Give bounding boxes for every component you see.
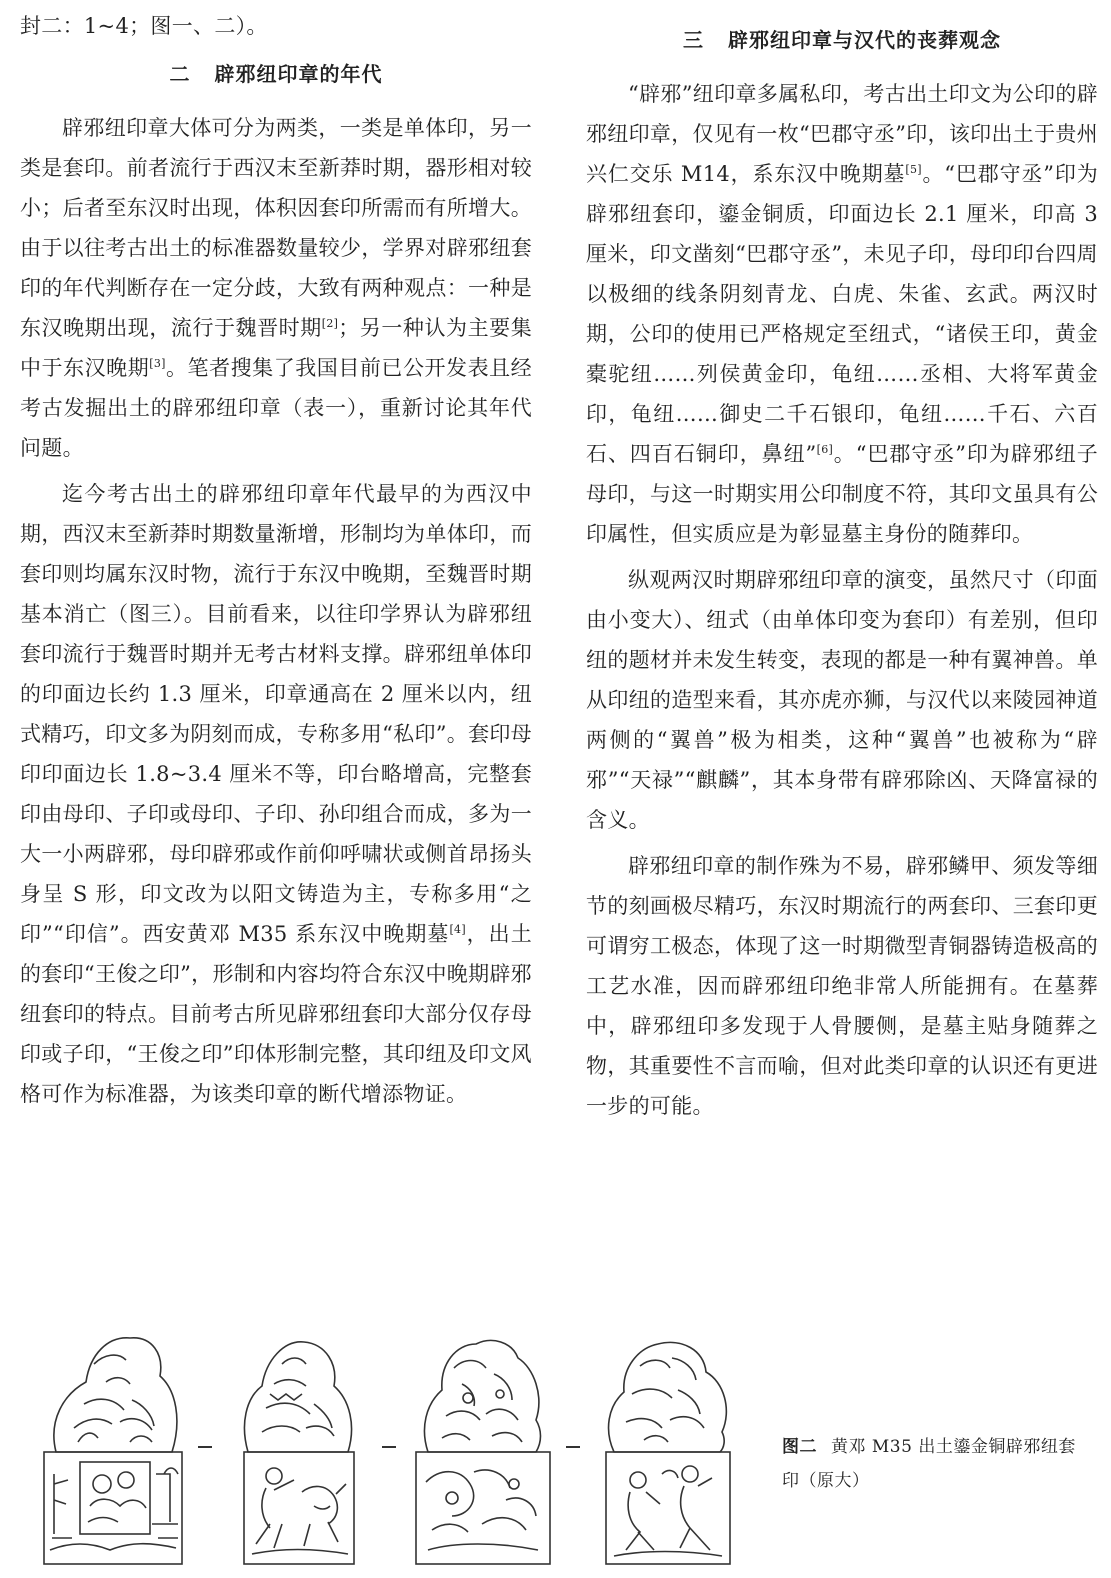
footnote-ref: [5] [905,163,922,176]
section-title: 辟邪纽印章与汉代的丧葬观念 [728,28,1001,52]
seal-drawing-4 [586,1324,744,1572]
continuation-text: 封二：1~4；图一、二）。 [20,14,268,38]
paragraph-text: 。“巴郡守丞”印为辟邪纽子母印，与这一时期实用公印制度不符，其印文虽具有公印属性，但实质应是为彰显墓主身份的随葬印。 [586,442,1098,546]
section-title: 辟邪纽印章的年代 [214,62,383,86]
seal-figure [34,1324,734,1572]
paragraph-text: 。“巴郡守丞”印为辟邪纽套印，鎏金铜质，印面边长 2.1 厘米，印高 3 厘米，印文凿刻“巴郡守丞”，未见子印，母印印台四周以极细的线条阴刻青龙、白虎、朱雀、玄武。两汉时期，公印的使用已严格规定至纽式，“诸侯王印，黄金橐驼纽……列侯黄金印，龟纽……丞相、大将军黄金印，龟纽……御史二千石银印，龟纽……千石、六百石、四百石铜印，鼻纽” [586,162,1099,466]
left-column [20,6,532,1114]
section-number: 三 [683,28,704,52]
section-number: 二 [169,62,191,86]
paragraph-text: 。笔者搜集了我国目前已公开发表且经考古发掘出土的辟邪纽印章（表一），重新讨论其年代问题。 [20,356,532,460]
section-heading-3 [586,20,1098,60]
footnote-ref: [3] [149,357,166,370]
paragraph-text: ，出土的套印“王俊之印”，形制和内容均符合东汉中晚期辟邪纽套印的特点。目前考古所见辟邪纽套印大部分仅存母印或子印，“王俊之印”印体形制完整，其印纽及印文风格可作为标准器，为该类印章的断代增添物证。 [20,922,532,1106]
seal-drawing-2 [218,1324,376,1572]
paragraph [20,474,532,1114]
figure-caption-text: 黄邓 M35 出土鎏金铜辟邪纽套印（原大） [782,1437,1076,1491]
paragraph-text: ；另一种认为主要集中于东汉晚期 [20,316,533,380]
section-heading-2 [20,54,532,94]
figure-caption [782,1430,1092,1498]
seal-drawing-3 [402,1324,560,1572]
paragraph: 辟邪纽印章的制作殊为不易，辟邪鳞甲、须发等细节的刻画极尽精巧，东汉时期流行的两套印、三套印更可谓穷工极态，体现了这一时期微型青铜器铸造极高的工艺水准，因而辟邪纽印绝非常人所能拥有。在墓葬中，辟邪纽印多发现于人骨腰侧，是墓主贴身随葬之物，其重要性不言而喻，但对此类印章的认识还有更进一步的可能。 [586,854,1098,1118]
separator-dash [566,1446,580,1448]
paragraph [20,108,532,468]
footnote-ref: [2] [321,317,339,330]
seal-drawing-1 [34,1324,192,1572]
separator-dash [382,1446,396,1448]
footnote-ref: [6] [816,443,834,456]
figure-number: 图二 [782,1437,817,1457]
paragraph: 纵观两汉时期辟邪纽印章的演变，虽然尺寸（印面由小变大）、纽式（由单体印变为套印）有差别，但印纽的题材并未发生转变，表现的都是一种有翼神兽。单从印纽的造型来看，其亦虎亦狮，与汉代以来陵园神道两侧的“翼兽”极为相类，这种“翼兽”也被称为“辟邪”“天禄”“麒麟”，其本身带有辟邪除凶、天降富禄的含义。 [586,568,1098,832]
footnote-ref: [4] [449,923,466,936]
paragraph-text: 迄今考古出土的辟邪纽印章年代最早的为西汉中期，西汉末至新莽时期数量渐增，形制均为单体印，而套印则均属东汉时物，流行于东汉中晚期，至魏晋时期基本消亡（图三）。目前看来，以往印学界认为辟邪纽套印流行于魏晋时期并无考古材料支撑。辟邪纽单体印的印面边长约 1.3 厘米，印章通高在 2 厘米以内，纽式精巧，印文多为阴刻而成，专称多用“私印”。套印母印印面边长 1.8~3.4 厘米不等，印台略增高，完整套印由母印、子印或母印、子印、孙印组合而成，多为一大一小两辟邪，母印辟邪或作前仰呼啸状或侧首昂扬头身呈 S 形，印文改为以阳文铸造为主，专称多用“之印”“印信”。西安黄邓 M35 系东汉中晚期墓 [20,482,532,946]
paragraph-text: 辟邪纽印章大体可分为两类，一类是单体印，另一类是套印。前者流行于西汉末至新莽时期，器形相对较小；后者至东汉时出现，体积因套印所需而有所增大。由于以往考古出土的标准器数量较少，学界对辟邪纽套印的年代判断存在一定分歧，大致有两种观点：一种是东汉晚期出现，流行于魏晋时期 [20,116,532,340]
separator-dash [198,1446,212,1448]
paragraph-text: “辟邪”纽印章多属私印，考古出土印文为公印的辟邪纽印章，仅见有一枚“巴郡守丞”印，该印出土于贵州兴仁交乐 M14，系东汉中晚期墓 [586,82,1098,186]
paragraph [586,74,1098,554]
right-column [586,6,1098,1126]
